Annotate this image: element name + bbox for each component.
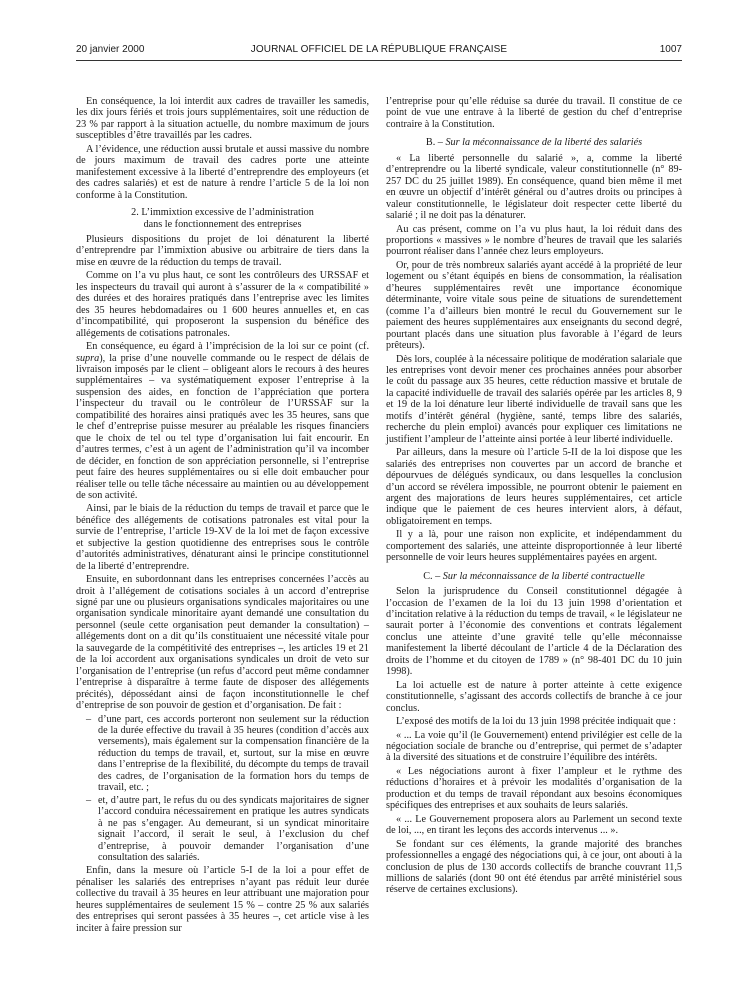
paragraph: Or, pour de très nombreux salariés ayant accédé à la propriété de leur logement ou s’étant équipés en biens de consommation, la réalisation d’heures supplémentaires revêt une importance économique déterminante, voire vitale sous peine de situations de surendettement (comme l’a d’ailleurs bien montré le recul du Gouvernement sur le paiement des heures supplémentaires aux enseignants du second degré, pourtant placés dans une situation plus favorable à l’égard de leurs prêteurs). [386,259,682,352]
paragraph: Selon la jurisprudence du Conseil constitutionnel dégagée à l’occasion de l’examen de la loi du 13 juin 1998 d’orientation et d’incitation relative à la réduction du temps de travail, « le législateur ne saurait porter à l’économie des conventions et contrats légalement conclus une atteinte d’une gravité telle qu’elle méconnaisse manifestement la liberté découlant de l’article 4 de la Déclaration des droits de l’homme et du citoyen de 1789 » (n° 98-401 DC du 10 juin 1998). [386,586,682,678]
subheading-line: dans le fonctionnement des entreprises [143,218,302,230]
paragraph: Se fondant sur ces éléments, la grande majorité des branches professionnelles a engagé des négociations qui, à ce jour, ont abouti à la conclusion de plus de 130 accords collectifs de branche couvrant 11,5 millions de salariés (dont 90 ont été étendus par arrêté ministériel sous réserve de certaines exclusions). [386,838,682,896]
paragraph: Il y a là, pour une raison non explicite, et indépendamment du comportement des salariés, une atteinte disproportionnée à leur liberté personnelle de voir leurs heures supplémentaires payées en argent. [386,529,682,564]
paragraph: A l’évidence, une réduction aussi brutale et aussi massive du nombre de jours maximum de travail des cadres porte une atteinte manifestement excessive à la liberté d’entreprendre des employeurs (et des cadres salariés) et est de nature à rendre l’article 5 de la loi non conforme à la Constitution. [76,143,369,201]
paragraph: Au cas présent, comme on l’a vu plus haut, la loi réduit dans des proportions « massives » le nombre d’heures de travail que les salariés pourront réaliser dans l’année chez leurs employeurs. [386,223,682,258]
list-item: – d’une part, ces accords porteront non seulement sur la réduction de la durée effective du travail à 35 heures (condition d’accès aux versements), mais également sur la compensation financière de la réduction du temps de travail, et, surtout, sur la mise en œuvre dans l’entreprise de la flexibilité, du décompte du temps de travail des cadres, de l’organisation de la formation hors du temps de travail, etc. ; [76,714,369,794]
paragraph: Dès lors, couplée à la nécessaire politique de modération salariale que les entreprises vont devoir mener ces prochaines années pour absorber le coût du passage aux 35 heures, cette réduction massive et brutale de la capacité individuelle de travail des salariés opérée par les articles 8, 9 et 19 de la loi dénature leur liberté individuelle de travail sans que les motifs d’intérêt général (hygiène, santé, temps libre des salariés, recherche du plein emploi) avancés pour expliquer ces limitations ne justifient l’ampleur de l’atteinte ainsi portée à leur liberté individuelle. [386,353,682,445]
header-date: 20 janvier 2000 [76,44,145,55]
paragraph [76,341,369,501]
dash-list [76,714,369,864]
list-item: – et, d’autre part, le refus du ou des syndicats majoritaires de signer l’accord conduira nécessairement en pratique les autres syndicats à ne pas s’engager. Au demeurant, si un syndicat minoritaire signait l’accord, il serait le seul, à l’exclusion du chef d’entreprise, à pouvoir demander l’organisation d’une consultation des salariés. [76,795,369,864]
right-column [386,96,682,898]
paragraph: l’entreprise pour qu’elle réduise sa durée du travail. Il constitue de ce point de vue une entrave à la liberté de gestion du chef d’entreprise contraire à la Constitution. [386,96,682,130]
italic-text: supra [76,352,100,364]
paragraph: Comme on l’a vu plus haut, ce sont les contrôleurs des URSSAF et les inspecteurs du travail qui auront à s’assurer de la « compatibilité » des durées et des horaires pratiqués dans l’entreprise avec les limites des 35 heures hebdomadaires ou 1 600 heures annuelles et, en cas d’incompatibilité, qui proposeront la suspension du bénéfice des allégements de cotisations patronales. [76,270,369,339]
page-header [76,44,682,58]
subheading-line: 2. L’immixtion excessive de l’administration [131,207,314,219]
paragraph: Plusieurs dispositions du projet de loi dénaturent la liberté d’entreprendre par l’immixtion abusive ou arbitraire de tiers dans la mise en œuvre de la réduction du temps de travail. [76,233,369,268]
quote-paragraph: « ... La voie qu’il (le Gouvernement) entend privilégier est celle de la négociation sociale de branche ou d’entreprise, qui permet de s’adapter à la diversité des situations et de construire l’équilibre des intérêts. [386,729,682,764]
section-title: Sur la méconnaissance de la liberté des salariés [445,137,643,149]
text-run: ), la prise d’une nouvelle commande ou le respect de délais de livraison imposés par le client – obligeant alors le recours à des heures supplémentaires – va systématiquement exposer l’entreprise à la suspension des aides, en fonction de l’appréciation que portera l’inspecteur du travail ou le contrôleur de l’URSSAF sur la compatibilité des horaires ainsi pratiqués avec les 35 heures, sans que le chef d’entreprise puisse mesurer au préalable les risques financiers que le choix de tel ou tel type d’organisation lui fait encourir. En d’autres termes, c’est à un agent de l’administration qu’il va incomber de décider, en fonction de son appréciation personnelle, si l’entreprise peut faire des heures supplémentaires ou si elle doit embaucher pour réaliser telle ou telle tâche nécessaire au maintien ou au développement de son activité. [76,352,369,501]
section-prefix: C. – [423,570,443,582]
paragraph: Ensuite, en subordonnant dans les entreprises concernées l’accès au droit à l’allégement de cotisations sociales à un accord d’entreprise signé par une ou plusieurs organisations syndicales majoritaires ou une organisation syndicale minoritaire ayant demandé une consultation du personnel (seule cette organisation peut demander la consultation) – allégements dont on a dit qu’ils constituaient une nécessité vitale pour la sauvegarde de la compétitivité des entreprises –, les articles 19 et 21 de la loi accordent aux organisations syndicales un droit de veto sur l’organisation de l’entreprise (un refus d’accord peut même condamner l’entreprise à disparaître à terme faute de disposer des allégements précités), dépossédant ainsi de façon inconstitutionnelle le chef d’entreprise de son pouvoir de gestion et d’organisation. De fait : [76,574,369,712]
left-column [76,96,369,936]
paragraph: La loi actuelle est de nature à porter atteinte à cette exigence constitutionnelle, s’agissant des accords collectifs de branche à ce jour conclus. [386,679,682,714]
paragraph: En conséquence, la loi interdit aux cadres de travailler les samedis, les dix jours fériés et trois jours supplémentaires, soit une réduction de 23 % par rapport à la situation actuelle, du nombre maximum de jours susceptibles d’être travaillés par les cadres. [76,96,369,142]
section-title: Sur la méconnaissance de la liberté contractuelle [442,570,645,582]
text-run: En conséquence, eu égard à l’imprécision de la loi sur ce point (cf. [86,341,369,353]
header-rule [76,60,682,61]
paragraph: L’exposé des motifs de la loi du 13 juin 1998 précitée indiquait que : [396,716,677,728]
section-subheading [76,207,369,230]
quote-paragraph: « ... Le Gouvernement proposera alors au Parlement un second texte de loi, ..., en tirant les leçons des accords intervenus ... ». [386,813,682,837]
paragraph: « La liberté personnelle du salarié », a, comme la liberté d’entreprendre ou la liberté syndicale, valeur constitutionnelle (n° 89-257 DC du 25 juillet 1989). En conséquence, quand bien même il met en œuvre un objectif d’intérêt général ou d’autres droits ou principes à valeur constitutionnelle, le législateur doit respecter cette liberté du salarié ; il ne doit pas la dénaturer. [386,152,682,222]
quote-paragraph: « Les négociations auront à fixer l’ampleur et le rythme des réductions d’horaires et à prévoir les modalités d’organisation de la production et du temps de travail répondant aux besoins économiques spécifiques des entreprises et aux souhaits de leurs salariés. [386,765,682,812]
section-heading-c [386,571,682,582]
paragraph: Par ailleurs, dans la mesure où l’article 5-II de la loi dispose que les salariés des entreprises non couvertes par un accord de branche et dépourvues de délégués syndicaux, ou dans lesquelles la conclusion d’un accord se révélera impossible, ne pourront obtenir le paiement en argent des majorations de leurs heures supplémentaires, cet article indique que le paiement de ces heures intervient alors, à défaut, obligatoirement en temps. [386,447,682,527]
paragraph: Enfin, dans la mesure où l’article 5-I de la loi a pour effet de pénaliser les salariés des entreprises n’ayant pas réduit leur durée collective du travail à 35 heures en leur attribuant une majoration pour heures supplémentaires de seulement 15 % – contre 25 % aux salariés des entreprises qui seront passées à 35 heures –, cet article vise à les inciter à faire pression sur [76,865,369,934]
header-page-number: 1007 [659,44,682,55]
paragraph: Ainsi, par le biais de la réduction du temps de travail et parce que le bénéfice des allégements de cotisations patronales est vital pour la survie de l’entreprise, l’article 19-XV de la loi met de façon excessive et subjective la gestion quotidienne des entreprises sous le contrôle d’autorités administratives, dénaturant ainsi le principe constitutionnel de la liberté d’entreprendre. [76,503,369,572]
section-heading-b [386,137,682,148]
section-prefix: B. – [425,137,446,149]
header-journal-title: JOURNAL OFFICIEL DE LA RÉPUBLIQUE FRANÇAISE [250,44,508,55]
